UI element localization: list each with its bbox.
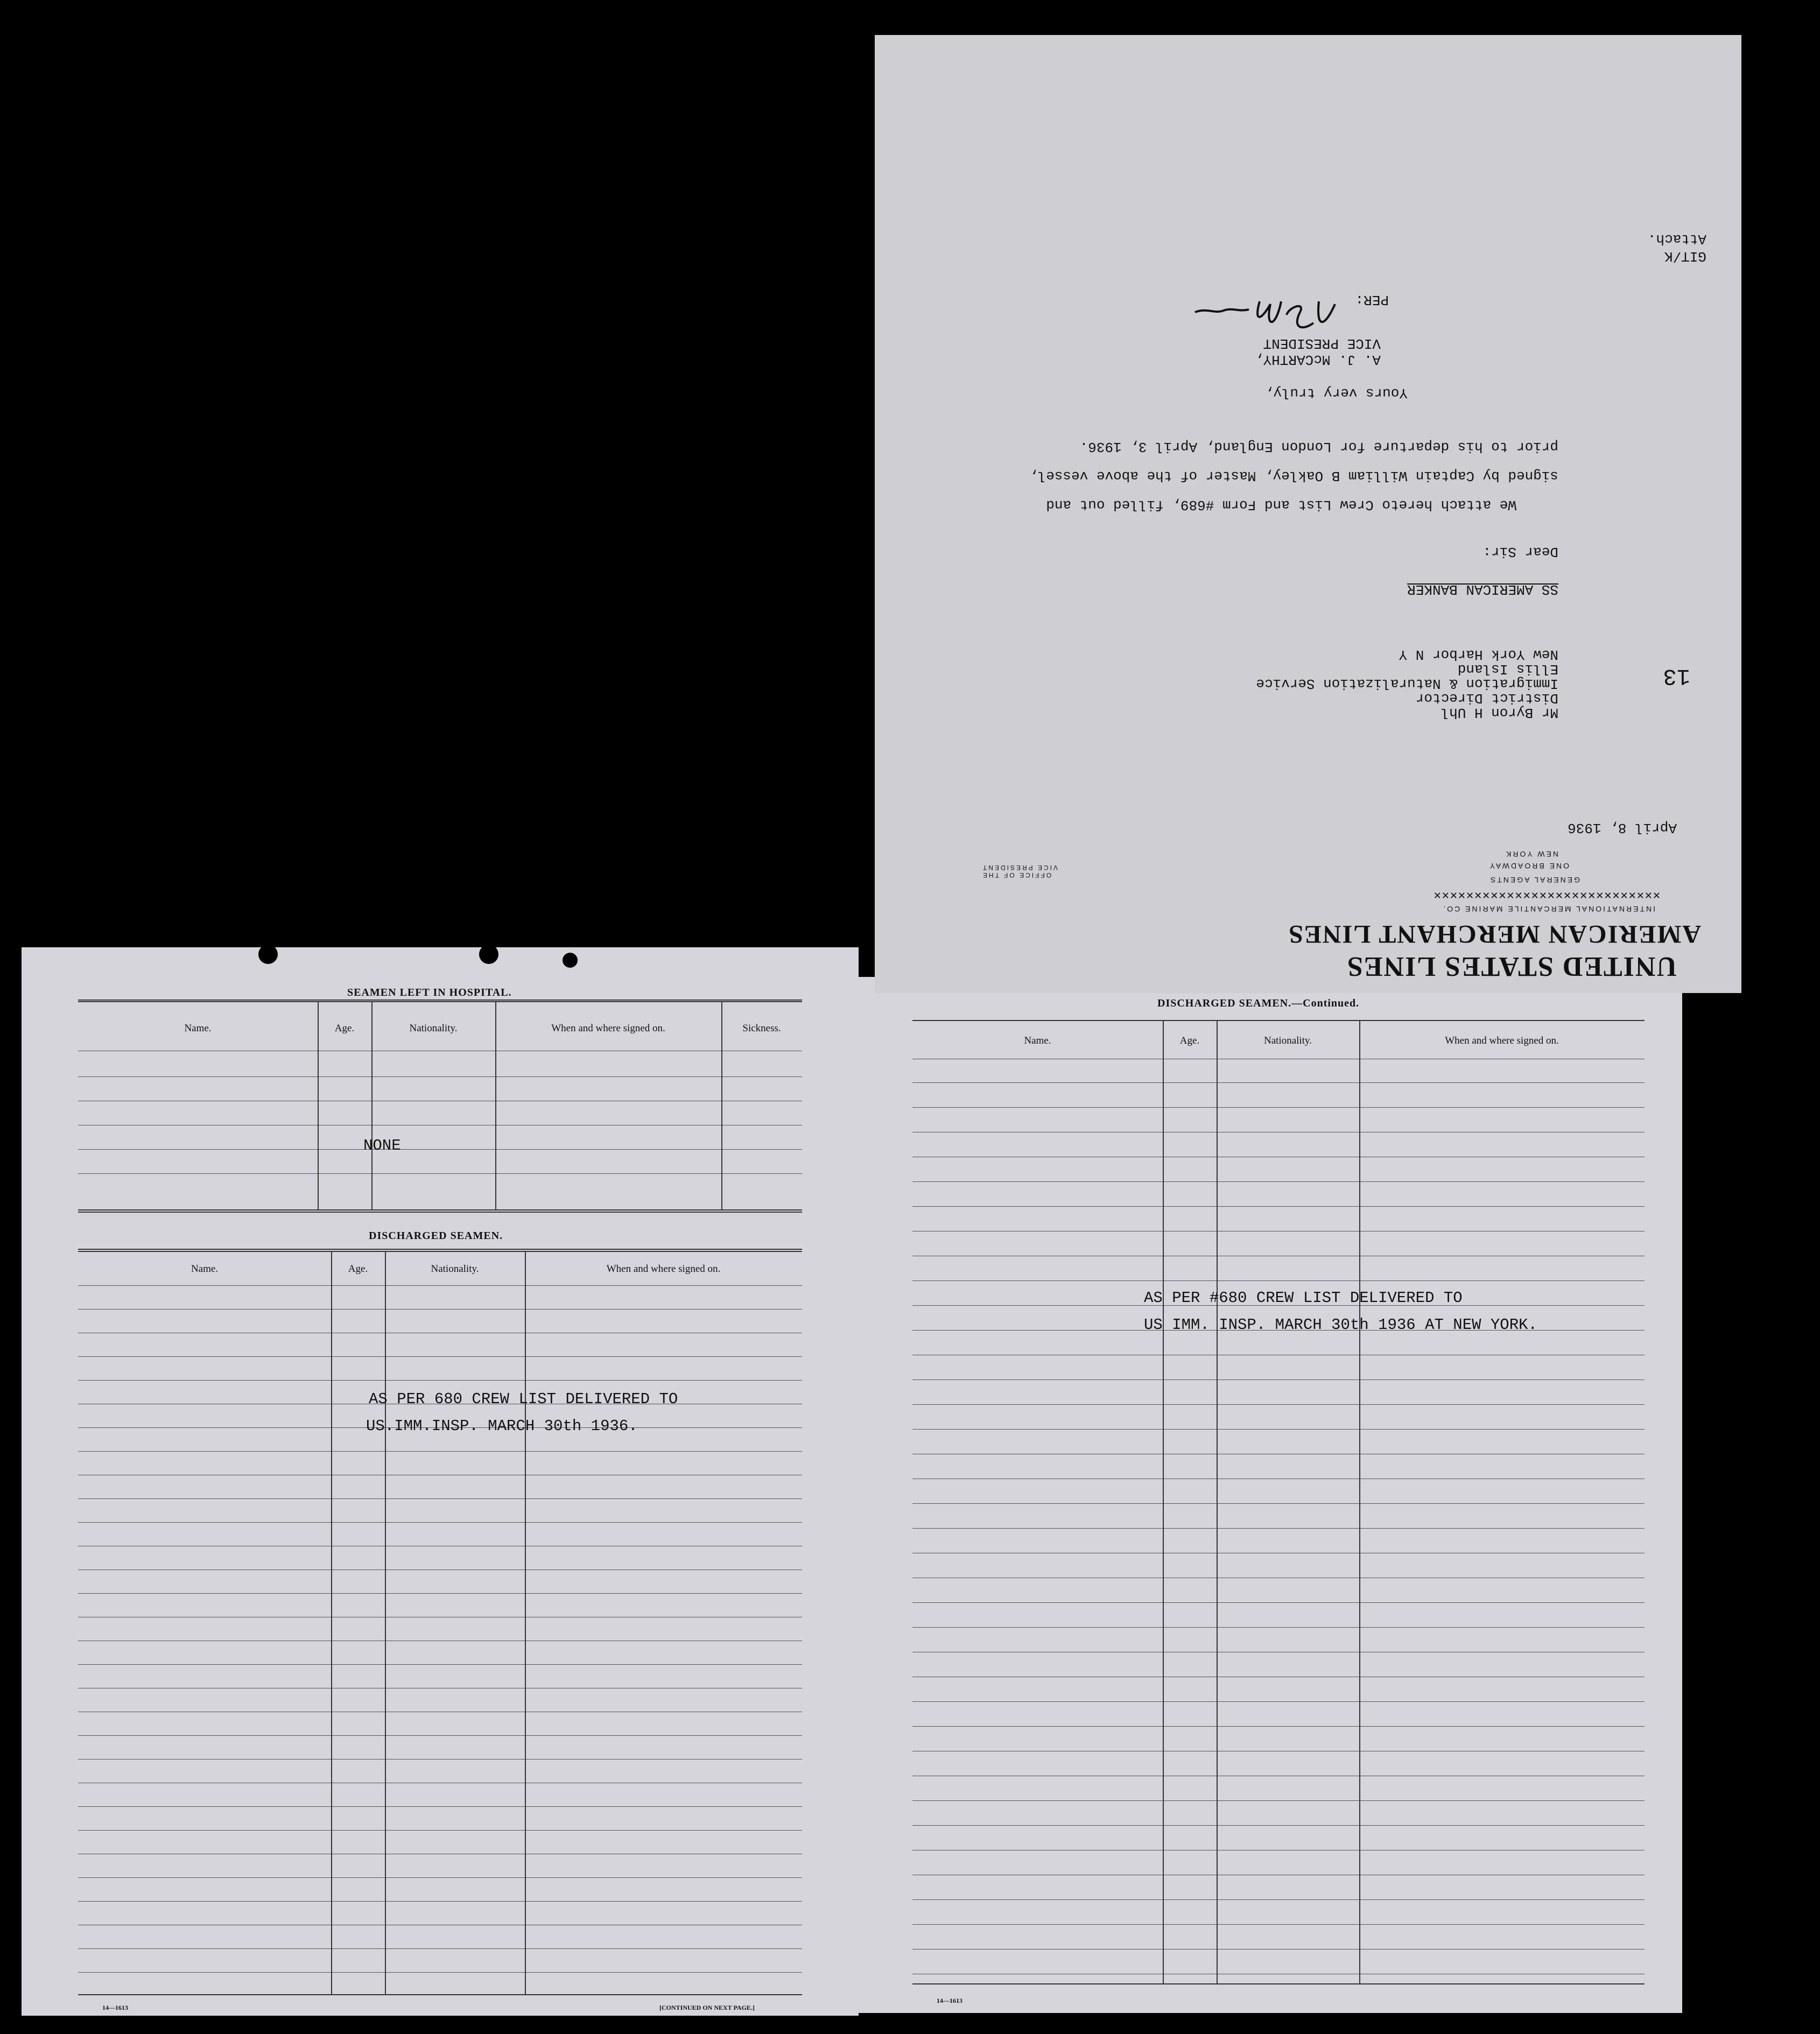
col-header-age: Age. (1179, 1035, 1200, 1046)
ruled-line (78, 1877, 802, 1878)
letter-initials: GIT/K Attach. (1647, 231, 1706, 264)
letterhead-line3: INTERNATIONAL MERCANTILE MARINE CO. (1442, 905, 1655, 913)
ruled-line (78, 1380, 802, 1381)
ruled-line (912, 1726, 1645, 1727)
letterhead-line4: GENERAL AGENTS (1488, 876, 1580, 884)
col-header-sickness: Sickness. (742, 1023, 781, 1034)
hospital-section-title: SEAMEN LEFT IN HOSPITAL. (347, 987, 512, 998)
letterhead-office: OFFICE OF THE VICE PRESIDENT (981, 864, 1058, 879)
handwritten-signature (1179, 291, 1340, 334)
left-form-page (22, 947, 859, 2016)
ruled-line (912, 1924, 1645, 1925)
punch-hole (479, 945, 498, 964)
letterhead-line5: ONE BROADWAY (1488, 862, 1569, 870)
col-header-nationality: Nationality. (1264, 1035, 1312, 1046)
col-header-nationality: Nationality. (409, 1023, 458, 1034)
letter-page-number: 13 (1663, 663, 1690, 689)
col-header-nationality: Nationality. (431, 1263, 479, 1275)
cover-letter (875, 35, 1741, 993)
col-header-name: Name. (191, 1263, 219, 1275)
letter-body: We attach hereto Crew List and Form #689, filled out and signed by Captain William B Oakley, Master of the above vessel, prior to his departure for London England, April 3, 1936. (1029, 439, 1558, 513)
ruled-line (78, 1664, 802, 1665)
punch-hole (258, 945, 278, 964)
ruled-line (912, 1528, 1645, 1529)
ruled-line (78, 1806, 802, 1807)
recipient-address: Mr Byron H Uhl District Director Immigration & Naturalization Service Ellis Island New York Harbor N Y (1256, 646, 1558, 721)
ruled-line (78, 1356, 802, 1357)
letter-signer: A. J. McCARTHY, VICE PRESIDENT (1254, 335, 1381, 368)
discharged-note-line2: US.IMM.INSP. MARCH 30th 1936. (366, 1417, 638, 1435)
ruled-line (78, 1309, 802, 1310)
ruled-line (912, 1206, 1645, 1207)
letter-salutation: Dear Sir: (1482, 544, 1558, 560)
ruled-line (912, 1429, 1645, 1430)
ruled-line (912, 1280, 1645, 1281)
discharged-continued-title: DISCHARGED SEAMEN.—Continued. (1157, 997, 1360, 1009)
ruled-line (912, 1404, 1645, 1405)
discharged-section-title: DISCHARGED SEAMEN. (369, 1230, 503, 1242)
ruled-line (912, 1602, 1645, 1603)
ruled-line (78, 1830, 802, 1831)
letter-per: PER: (1355, 292, 1389, 308)
continued-note-line1: AS PER #680 CREW LIST DELIVERED TO (1144, 1289, 1463, 1307)
form-number: 14—1613 (937, 1997, 962, 2004)
col-header-signed-on: When and where signed on. (1445, 1035, 1559, 1046)
ruled-line (78, 1593, 802, 1594)
ruled-line (78, 1901, 802, 1902)
letterhead-ornament: ✕✕✕✕✕✕✕✕✕✕✕✕✕✕✕✕✕✕✕✕✕✕✕✕✕✕✕✕ (1433, 890, 1661, 900)
letterhead-line2: AMERICAN MERCHANT LINES (1288, 920, 1701, 948)
ruled-line (912, 1082, 1645, 1083)
col-header-name: Name. (1024, 1035, 1051, 1046)
ruled-line (912, 1800, 1645, 1801)
form-number: 14—1613 (102, 2004, 128, 2011)
ruled-line (912, 1825, 1645, 1826)
letter-date: April 8, 1936 (1568, 820, 1677, 836)
ruled-line (78, 1948, 802, 1949)
ruled-line (78, 1522, 802, 1523)
col-header-signed-on: When and where signed on. (551, 1023, 665, 1034)
letter-subject: SS AMERICAN BANKER (1407, 581, 1558, 597)
ruled-line (78, 1972, 802, 1973)
hospital-entry: NONE (363, 1137, 401, 1155)
ruled-line (912, 1181, 1645, 1182)
discharged-note-line1: AS PER 680 CREW LIST DELIVERED TO (369, 1390, 678, 1408)
ruled-line (78, 1498, 802, 1499)
col-header-name: Name. (184, 1023, 212, 1034)
ruled-line (912, 1107, 1645, 1108)
ruled-line (78, 1735, 802, 1736)
letterhead-line1: UNITED STATES LINES (1346, 951, 1677, 982)
col-header-signed-on: When and where signed on. (606, 1263, 721, 1275)
ruled-line (912, 1503, 1645, 1504)
punch-hole (563, 953, 578, 968)
ruled-line (912, 1701, 1645, 1702)
continued-note-line2: US IMM. INSP. MARCH 30th 1936 AT NEW YORK. (1144, 1316, 1537, 1334)
ruled-line (912, 1627, 1645, 1628)
continued-note: [CONTINUED ON NEXT PAGE.] (659, 2004, 755, 2011)
right-form-page (845, 977, 1682, 2013)
letterhead-line6: NEW YORK (1505, 850, 1558, 858)
ruled-line (912, 1899, 1645, 1900)
ruled-line (78, 1451, 802, 1452)
letter-closing: Yours very truly, (1264, 385, 1408, 401)
col-header-age: Age. (348, 1263, 368, 1275)
col-header-age: Age. (334, 1023, 355, 1034)
